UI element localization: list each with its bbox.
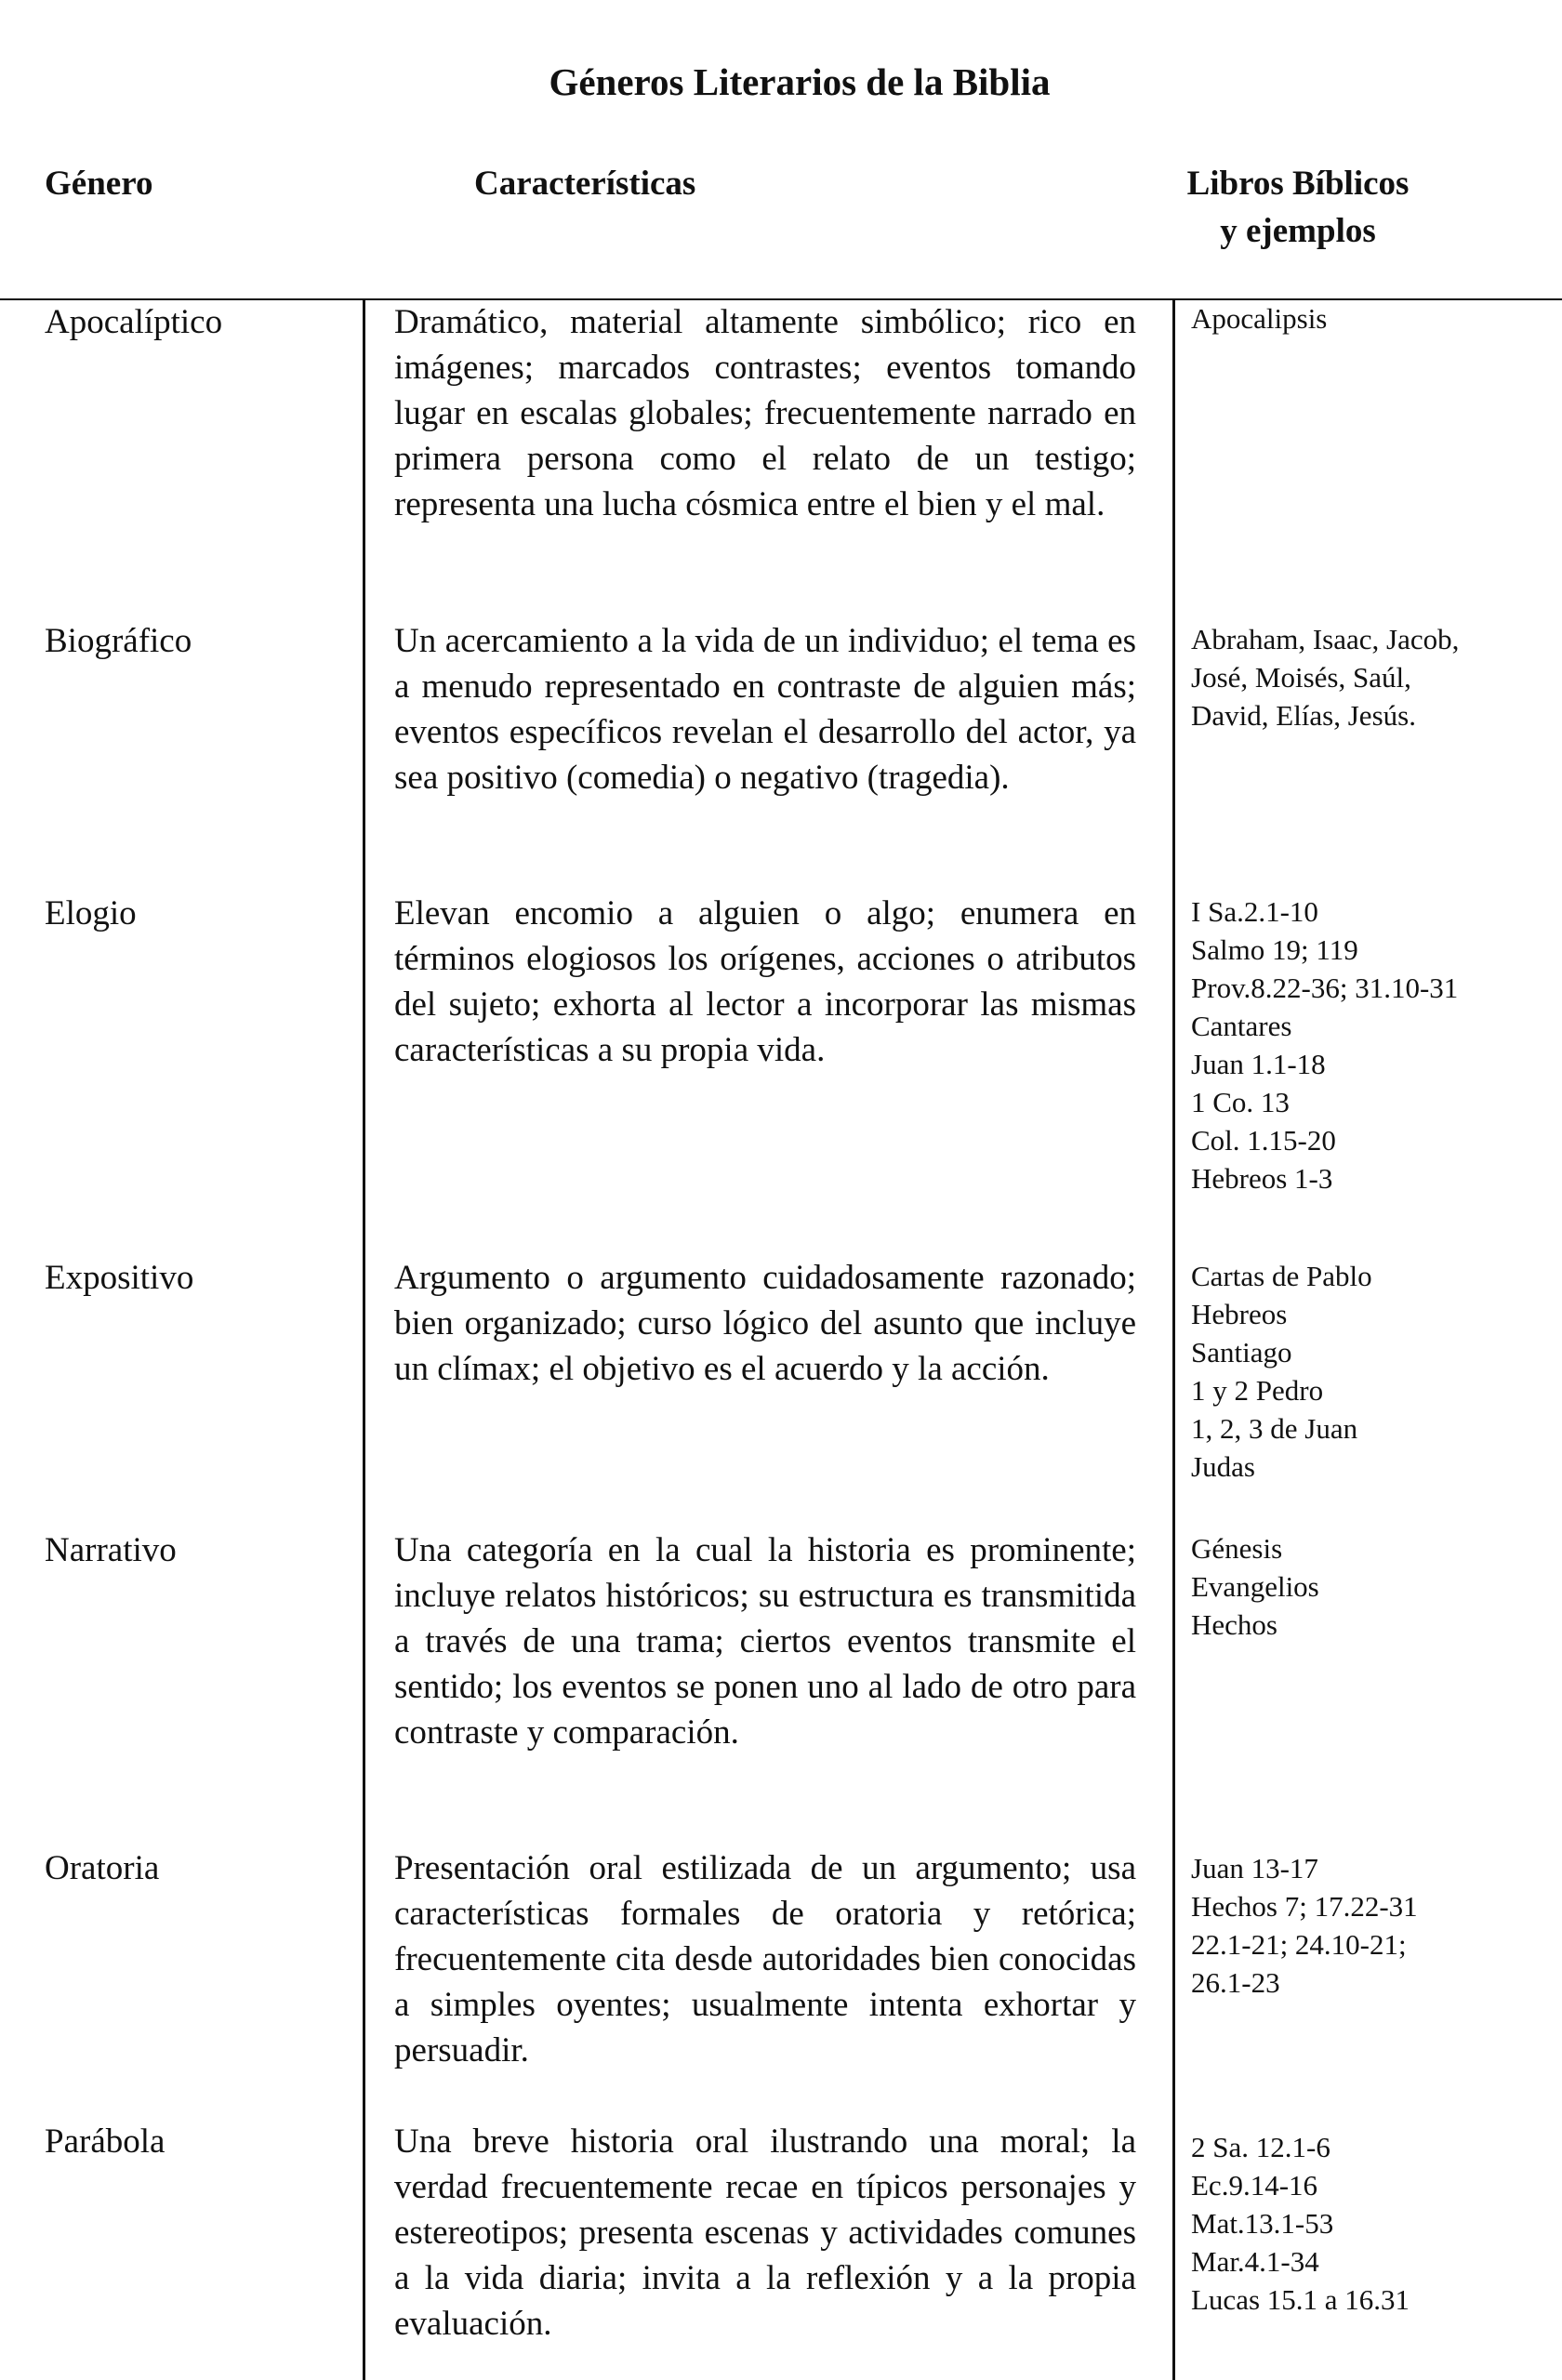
reference-line: Ec.9.14-16	[1191, 2169, 1318, 2202]
header-genero: Género	[45, 165, 153, 203]
genre-name: Oratoria	[45, 1849, 160, 1887]
genre-description: Una categoría en la cual la historia es prominente; incluye relatos históricos; su estructura es transmitida a través de una trama; ciertos eventos transmite el sentido; los eventos se ponen uno al lado de otro para contraste y comparación.	[394, 1531, 1136, 1752]
header-caracteristicas: Características	[474, 165, 696, 203]
reference-line: Cantares	[1191, 1010, 1292, 1042]
genre-name: Biográfico	[45, 622, 192, 660]
reference-line: Apocalipsis	[1191, 302, 1328, 335]
genre-description: Elevan encomio a alguien o algo; enumera en términos elogiosos los orígenes, acciones o atributos del sujeto; exhorta al lector a incorporar las mismas características a su propia vida.	[394, 894, 1136, 1069]
bible-references	[1191, 1529, 1554, 1644]
reference-line: Génesis	[1191, 1532, 1283, 1565]
reference-line: Mar.4.1-34	[1191, 2245, 1319, 2278]
reference-line: Hebreos	[1191, 1298, 1288, 1330]
reference-line: Santiago	[1191, 1336, 1292, 1368]
header-libros-line1: Libros Bíblicos	[1186, 165, 1410, 203]
genre-description: Argumento o argumento cuidadosamente razonado; bien organizado; curso lógico del asunto que incluye un clímax; el objetivo es el acuerdo y la acción.	[394, 1259, 1136, 1388]
reference-line: David, Elías, Jesús.	[1191, 699, 1416, 732]
reference-line: 22.1-21; 24.10-21;	[1191, 1928, 1407, 1961]
genre-description: Presentación oral estilizada de un argumento; usa características formales de oratoria y retórica; frecuentemente cita desde autoridades bien conocidas a simples oyentes; usualmente intenta exhortar y persuadir.	[394, 1849, 1136, 2069]
reference-line: 1 Co. 13	[1191, 1086, 1290, 1118]
reference-line: Hechos	[1191, 1608, 1277, 1641]
reference-line: Hechos 7; 17.22-31	[1191, 1890, 1418, 1923]
reference-line: Col. 1.15-20	[1191, 1124, 1336, 1157]
page-title: Géneros Literarios de la Biblia	[549, 60, 1051, 103]
column-divider-left	[363, 299, 365, 2380]
reference-line: 1, 2, 3 de Juan	[1191, 1412, 1358, 1445]
reference-line: Lucas 15.1 a 16.31	[1191, 2283, 1410, 2316]
bible-references	[1191, 620, 1554, 734]
genre-name: Narrativo	[45, 1531, 177, 1569]
reference-line: 1 y 2 Pedro	[1191, 1374, 1324, 1407]
header-libros	[1168, 160, 1428, 255]
reference-line: Evangelios	[1191, 1570, 1319, 1603]
reference-line: José, Moisés, Saúl,	[1191, 661, 1411, 694]
reference-line: Juan 1.1-18	[1191, 1048, 1326, 1080]
reference-line: Hebreos 1-3	[1191, 1162, 1333, 1195]
reference-line: Abraham, Isaac, Jacob,	[1191, 623, 1460, 655]
bible-references	[1191, 2128, 1554, 2319]
reference-line: Cartas de Pablo	[1191, 1260, 1372, 1292]
genre-description: Una breve historia oral ilustrando una moral; la verdad frecuentemente recae en típicos personajes y estereotipos; presenta escenas y actividades comunes a la vida diaria; invita a la reflexión y a la propia evaluación.	[394, 2122, 1136, 2343]
bible-references	[1191, 1849, 1554, 2002]
reference-line: Judas	[1191, 1450, 1255, 1483]
genre-name: Elogio	[45, 894, 137, 932]
reference-line: Salmo 19; 119	[1191, 933, 1358, 966]
genre-name: Expositivo	[45, 1259, 194, 1297]
header-libros-line2: y ejemplos	[1220, 212, 1376, 250]
reference-line: 2 Sa. 12.1-6	[1191, 2131, 1330, 2163]
bible-references	[1191, 299, 1554, 337]
reference-line: 26.1-23	[1191, 1966, 1280, 1999]
bible-references	[1191, 892, 1554, 1197]
reference-line: I Sa.2.1-10	[1191, 895, 1318, 928]
genre-description: Dramático, material altamente simbólico; rico en imágenes; marcados contrastes; eventos tomando lugar en escalas globales; frecuentemente narrado en primera persona como el relato de un testigo; representa una lucha cósmica entre el bien y el mal.	[394, 303, 1136, 523]
reference-line: Mat.13.1-53	[1191, 2207, 1334, 2240]
bible-references	[1191, 1257, 1554, 1486]
genre-name: Apocalíptico	[45, 303, 223, 341]
genre-description: Un acercamiento a la vida de un individuo; el tema es a menudo representado en contraste de alguien más; eventos específicos revelan el desarrollo del actor, ya sea positivo (comedia) o negativo (tragedia).	[394, 622, 1136, 797]
genre-name: Parábola	[45, 2122, 165, 2161]
reference-line: Juan 13-17	[1191, 1852, 1318, 1884]
reference-line: Prov.8.22-36; 31.10-31	[1191, 972, 1459, 1004]
column-divider-right	[1172, 299, 1175, 2380]
